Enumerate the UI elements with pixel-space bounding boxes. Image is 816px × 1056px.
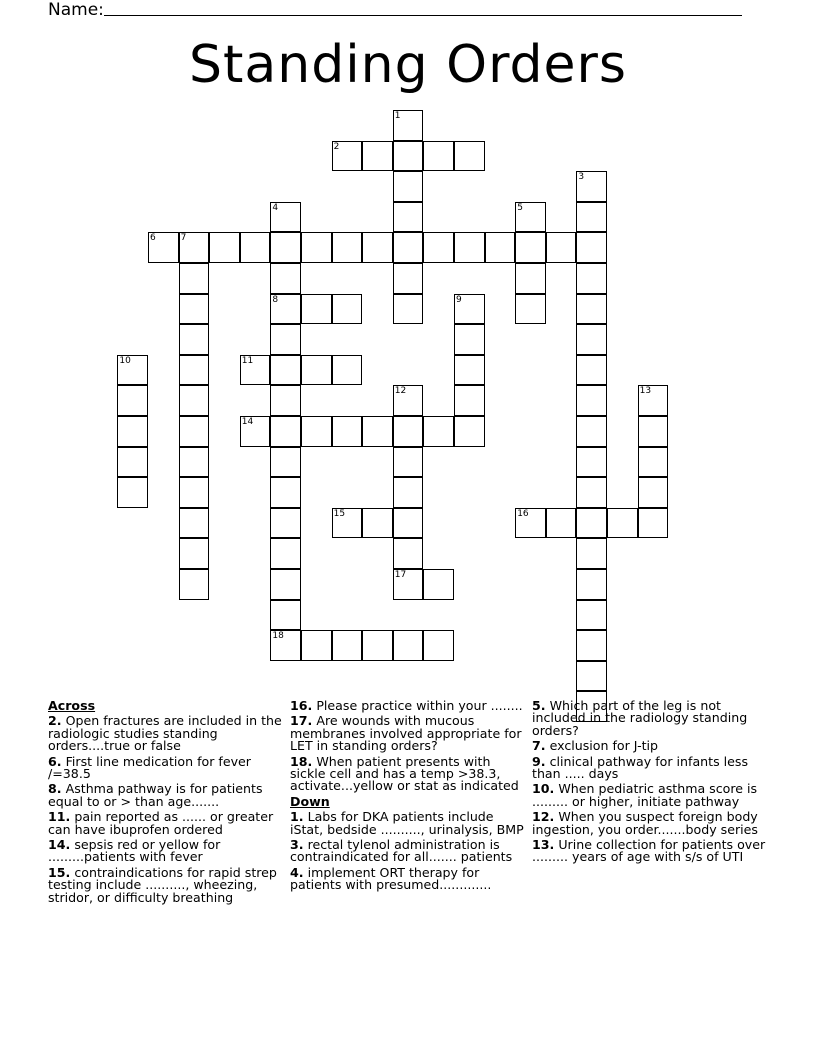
- grid-cell[interactable]: [270, 263, 301, 294]
- clue-across-8: 8. Asthma pathway is for patients equal to or > than age.......: [48, 781, 263, 809]
- grid-cell[interactable]: [393, 569, 424, 600]
- grid-cell[interactable]: [393, 416, 424, 447]
- grid-cell[interactable]: [607, 508, 638, 539]
- grid-cell[interactable]: [515, 263, 546, 294]
- grid-cell[interactable]: [117, 385, 148, 416]
- grid-cell[interactable]: [117, 477, 148, 508]
- grid-cell[interactable]: [332, 508, 363, 539]
- clue-across-18: 18. When patient presents with sickle cell and has a temp >38.3, activate...yellow or stat as indicated: [290, 753, 519, 794]
- grid-cell[interactable]: [332, 630, 363, 661]
- grid-cell[interactable]: [454, 355, 485, 386]
- cell-number: 4: [272, 202, 279, 213]
- cell-number: 15: [333, 508, 346, 519]
- grid-cell[interactable]: [393, 294, 424, 325]
- down-heading: Down: [290, 793, 330, 809]
- grid-cell[interactable]: [179, 538, 210, 569]
- clue-across-11: 11. pain reported as ...... or greater can have ibuprofen ordered: [48, 809, 274, 837]
- grid-cell[interactable]: [393, 263, 424, 294]
- grid-cell[interactable]: [362, 630, 393, 661]
- grid-cell[interactable]: [485, 232, 516, 263]
- grid-cell[interactable]: [393, 171, 424, 202]
- grid-cell[interactable]: [270, 416, 301, 447]
- cell-number: 2: [333, 141, 340, 152]
- grid-cell[interactable]: [332, 294, 363, 325]
- grid-cell[interactable]: [576, 202, 607, 233]
- grid-cell[interactable]: [393, 141, 424, 172]
- grid-cell[interactable]: [576, 661, 607, 692]
- grid-cell[interactable]: [179, 324, 210, 355]
- grid-cell[interactable]: [270, 508, 301, 539]
- grid-cell[interactable]: [117, 447, 148, 478]
- clue-down-13: 13. Urine collection for patients over ......... years of age with s/s of UTI: [532, 837, 766, 865]
- cell-number: 14: [241, 417, 254, 427]
- clue-across-2: 2. Open fractures are included in the radiologic studies standing orders....true or false: [48, 713, 282, 754]
- clue-down-1: 1. Labs for DKA patients include iStat, bedside .........., urinalysis, BMP: [290, 809, 524, 837]
- grid-cell[interactable]: [393, 202, 424, 233]
- clues-column-2: [290, 700, 526, 895]
- grid-cell[interactable]: [423, 630, 454, 661]
- grid-cell[interactable]: [179, 416, 210, 447]
- grid-cell[interactable]: [576, 263, 607, 294]
- grid-cell[interactable]: [423, 569, 454, 600]
- grid-cell[interactable]: [301, 232, 332, 263]
- grid-cell[interactable]: [454, 385, 485, 416]
- grid-cell[interactable]: [515, 294, 546, 325]
- name-label: Name:: [48, 0, 104, 20]
- grid-cell[interactable]: [301, 416, 332, 447]
- grid-cell[interactable]: [576, 294, 607, 325]
- grid-cell[interactable]: [576, 630, 607, 661]
- grid-cell[interactable]: [576, 569, 607, 600]
- grid-cell[interactable]: [638, 416, 669, 447]
- grid-cell[interactable]: [454, 324, 485, 355]
- cell-number: 17: [394, 570, 407, 580]
- cell-number: 7: [180, 233, 187, 244]
- grid-cell[interactable]: [393, 385, 424, 416]
- grid-cell[interactable]: [393, 232, 424, 263]
- grid-cell[interactable]: [393, 447, 424, 478]
- page-title: Standing Orders: [188, 35, 628, 95]
- grid-cell[interactable]: [332, 355, 363, 386]
- grid-cell[interactable]: [301, 630, 332, 661]
- clue-down-5: 5. Which part of the leg is not included in the radiology standing orders?: [532, 698, 748, 738]
- grid-cell[interactable]: [148, 232, 179, 263]
- cell-number: 12: [394, 386, 407, 397]
- clue-across-14: 14. sepsis red or yellow for .........patients with fever: [48, 837, 221, 865]
- clue-across-17: 17. Are wounds with mucous membranes involved appropriate for LET in standing orders?: [290, 713, 522, 754]
- grid-cell[interactable]: [393, 508, 424, 539]
- grid-cell[interactable]: [270, 385, 301, 416]
- grid-cell[interactable]: [179, 355, 210, 386]
- grid-cell[interactable]: [423, 232, 454, 263]
- grid-cell[interactable]: [270, 447, 301, 478]
- grid-cell[interactable]: [179, 263, 210, 294]
- clue-down-10: 10. When pediatric asthma score is ......... or higher, initiate pathway: [532, 781, 758, 809]
- clue-down-9: 9. clinical pathway for infants less than ..... days: [532, 753, 749, 782]
- clue-across-6: 6. First line medication for fever /=38.5: [48, 753, 251, 782]
- across-heading: Across: [48, 698, 96, 713]
- grid-cell[interactable]: [576, 600, 607, 631]
- grid-cell[interactable]: [240, 416, 271, 447]
- grid-cell[interactable]: [454, 232, 485, 263]
- cell-number: 8: [272, 294, 279, 305]
- cell-number: 13: [639, 386, 652, 397]
- grid-cell[interactable]: [117, 416, 148, 447]
- grid-cell[interactable]: [576, 416, 607, 447]
- grid-cell[interactable]: [546, 232, 577, 263]
- grid-cell[interactable]: [209, 232, 240, 263]
- grid-cell[interactable]: [576, 508, 607, 539]
- grid-cell[interactable]: [423, 416, 454, 447]
- grid-cell[interactable]: [240, 355, 271, 386]
- grid-cell[interactable]: [362, 141, 393, 172]
- grid-cell[interactable]: [270, 477, 301, 508]
- grid-cell[interactable]: [270, 202, 301, 233]
- clue-down-7: 7. exclusion for J-tip: [532, 738, 659, 754]
- grid-cell[interactable]: [638, 508, 669, 539]
- grid-cell[interactable]: [576, 447, 607, 478]
- clue-across-15: 15. contraindications for rapid strep testing include .........., wheezing, stridor, or difficulty breathing: [48, 864, 277, 905]
- grid-cell[interactable]: [638, 477, 669, 508]
- grid-cell[interactable]: [270, 324, 301, 355]
- cell-number: 3: [578, 172, 585, 183]
- grid-cell[interactable]: [179, 385, 210, 416]
- grid-cell[interactable]: [332, 141, 363, 172]
- grid-cell[interactable]: [270, 569, 301, 600]
- grid-cell[interactable]: [179, 294, 210, 325]
- grid-cell[interactable]: [576, 171, 607, 202]
- clue-down-12: 12. When you suspect foreign body ingestion, you order.......body series: [532, 809, 758, 837]
- grid-cell[interactable]: [576, 538, 607, 569]
- grid-cell[interactable]: [362, 508, 393, 539]
- grid-cell[interactable]: [301, 355, 332, 386]
- grid-cell[interactable]: [454, 141, 485, 172]
- grid-cell[interactable]: [270, 355, 301, 386]
- grid-cell[interactable]: [576, 385, 607, 416]
- cell-number: 9: [456, 294, 462, 305]
- grid-cell[interactable]: [638, 447, 669, 478]
- grid-cell[interactable]: [454, 416, 485, 447]
- grid-cell[interactable]: [576, 324, 607, 355]
- grid-cell[interactable]: [179, 477, 210, 508]
- clue-down-4: 4. implement ORT therapy for patients with presumed.............: [290, 864, 492, 893]
- cell-number: 1: [394, 111, 401, 121]
- cell-number: 11: [241, 355, 254, 366]
- grid-cell[interactable]: [423, 141, 454, 172]
- grid-cell[interactable]: [393, 477, 424, 508]
- clues-column-1: [48, 700, 284, 907]
- grid-cell[interactable]: [362, 416, 393, 447]
- grid-cell[interactable]: [301, 294, 332, 325]
- grid-cell[interactable]: [179, 232, 210, 263]
- grid-cell[interactable]: [179, 447, 210, 478]
- grid-cell[interactable]: [638, 385, 669, 416]
- cell-number: 6: [150, 233, 156, 244]
- cell-number: 5: [517, 202, 523, 213]
- grid-cell[interactable]: [362, 232, 393, 263]
- grid-cell[interactable]: [576, 355, 607, 386]
- clues-column-3: [532, 700, 772, 867]
- cell-number: 10: [119, 355, 131, 366]
- grid-cell[interactable]: [332, 416, 363, 447]
- grid-cell[interactable]: [332, 232, 363, 263]
- grid-cell[interactable]: [515, 202, 546, 233]
- grid-cell[interactable]: [393, 110, 424, 141]
- cell-number: 16: [517, 508, 529, 519]
- grid-cell[interactable]: [179, 508, 210, 539]
- grid-cell[interactable]: [515, 508, 546, 539]
- grid-cell[interactable]: [454, 294, 485, 325]
- grid-cell[interactable]: [179, 569, 210, 600]
- grid-cell[interactable]: [240, 232, 271, 263]
- clue-down-3: 3. rectal tylenol administration is contraindicated for all....... patients: [290, 837, 513, 865]
- grid-cell[interactable]: [576, 477, 607, 508]
- grid-cell[interactable]: [393, 630, 424, 661]
- grid-cell[interactable]: [546, 508, 577, 539]
- grid-cell[interactable]: [270, 600, 301, 631]
- grid-cell[interactable]: [270, 232, 301, 263]
- grid-cell[interactable]: [270, 294, 301, 325]
- grid-cell[interactable]: [515, 232, 546, 263]
- grid-cell[interactable]: [117, 355, 148, 386]
- grid-cell[interactable]: [270, 630, 301, 661]
- grid-cell[interactable]: [393, 538, 424, 569]
- grid-cell[interactable]: [576, 232, 607, 263]
- cell-number: 18: [272, 631, 284, 642]
- grid-cell[interactable]: [270, 538, 301, 569]
- clue-across-16: 16. Please practice within your ........: [290, 698, 523, 713]
